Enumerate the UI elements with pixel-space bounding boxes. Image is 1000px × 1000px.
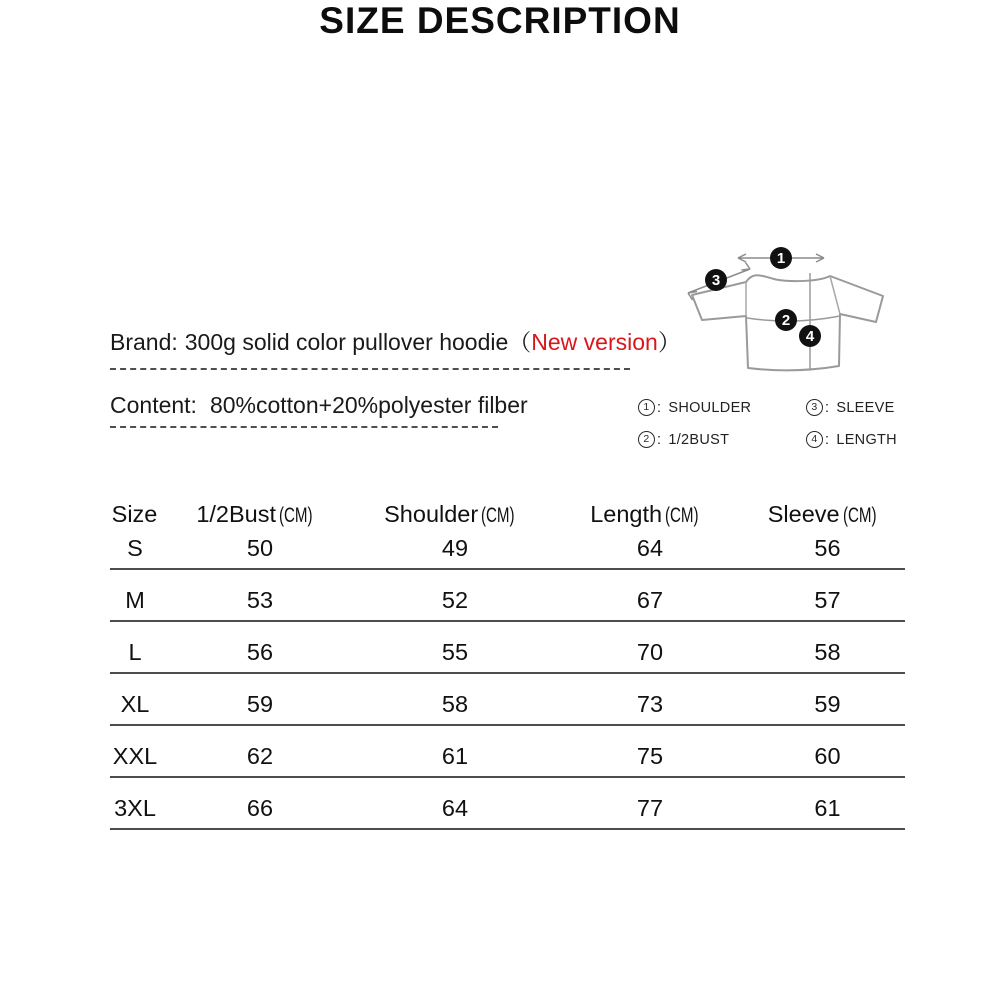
circled-number-icon: 2	[638, 431, 655, 448]
legend-item-bust	[638, 431, 806, 448]
brand-paren-open: （	[508, 329, 532, 355]
legend-label: 1/2BUST	[668, 431, 730, 448]
cell-shoulder: 58	[441, 691, 469, 717]
cell-length: 70	[636, 639, 664, 665]
garment-measurement-diagram	[672, 236, 912, 378]
cell-shoulder: 49	[441, 535, 469, 561]
cell-bust: 62	[246, 743, 274, 769]
cell-sleeve: 60	[814, 743, 841, 769]
legend-separator: :	[825, 431, 830, 448]
cell-length: 67	[636, 587, 664, 613]
cell-length: 64	[636, 535, 664, 561]
content-value: 80%cotton+20%polyester filber	[209, 392, 528, 418]
cell-bust: 56	[246, 639, 274, 665]
cell-length: 75	[636, 743, 664, 769]
marker-length	[799, 325, 821, 347]
brand-paren-close: ）	[657, 329, 681, 355]
table-row-xl	[110, 674, 905, 726]
column-header-bust: 1/2Bust (CM)	[196, 501, 313, 527]
column-header-length: Length (CM)	[590, 501, 699, 527]
cell-sleeve: 59	[814, 691, 841, 717]
table-row-s	[110, 518, 905, 570]
column-header-sleeve: Sleeve (CM)	[767, 501, 877, 527]
page-title: SIZE DESCRIPTION	[319, 0, 681, 41]
table-row-3xl	[110, 778, 905, 830]
circled-number-icon: 1	[638, 399, 655, 416]
cell-bust: 50	[246, 535, 274, 561]
cell-size: L	[128, 639, 142, 665]
cell-size: XXL	[112, 743, 158, 769]
cell-shoulder: 55	[441, 639, 469, 665]
cell-sleeve: 57	[814, 587, 841, 613]
marker-shoulder	[770, 247, 792, 269]
legend-item-shoulder	[638, 399, 806, 416]
svg-text:4: 4	[805, 328, 815, 345]
column-header-shoulder: Shoulder (CM)	[384, 501, 515, 527]
circled-number-icon: 4	[806, 431, 823, 448]
legend-label: LENGTH	[836, 431, 897, 448]
cell-length: 77	[636, 795, 664, 821]
marker-bust	[775, 309, 797, 331]
legend-label: SLEEVE	[836, 399, 895, 416]
marker-sleeve	[705, 269, 727, 291]
table-row-m	[110, 570, 905, 622]
cell-sleeve: 61	[814, 795, 841, 821]
svg-text:2: 2	[781, 312, 791, 329]
svg-text:3: 3	[711, 272, 721, 289]
cell-bust: 53	[246, 587, 274, 613]
cell-shoulder: 64	[441, 795, 469, 821]
cell-shoulder: 61	[441, 743, 469, 769]
measurement-legend	[638, 399, 897, 448]
cell-size: S	[127, 535, 143, 561]
cell-size: 3XL	[114, 795, 156, 821]
legend-separator: :	[825, 399, 830, 416]
column-header-size: Size	[111, 501, 158, 527]
cell-shoulder: 52	[441, 587, 469, 613]
cell-bust: 66	[246, 795, 274, 821]
circled-number-icon: 3	[806, 399, 823, 416]
content-line	[110, 392, 528, 428]
brand-value: 300g solid color pullover hoodie	[184, 329, 509, 355]
size-table	[110, 518, 905, 830]
legend-label: SHOULDER	[668, 399, 752, 416]
brand-label: Brand:	[110, 329, 178, 355]
brand-line	[110, 324, 681, 370]
table-row-l	[110, 622, 905, 674]
cell-sleeve: 56	[814, 535, 841, 561]
legend-item-length	[806, 431, 897, 448]
cell-size: M	[125, 587, 145, 613]
cell-length: 73	[636, 691, 664, 717]
hoodie-sketch-icon	[672, 236, 912, 378]
legend-separator: :	[657, 399, 662, 416]
legend-separator: :	[657, 431, 662, 448]
cell-size: XL	[120, 691, 150, 717]
legend-item-sleeve	[806, 399, 897, 416]
content-label: Content:	[110, 392, 197, 418]
cell-bust: 59	[246, 691, 274, 717]
cell-sleeve: 58	[814, 639, 841, 665]
svg-text:1: 1	[776, 250, 786, 267]
brand-highlight: New version	[531, 329, 658, 355]
table-row-xxl	[110, 726, 905, 778]
